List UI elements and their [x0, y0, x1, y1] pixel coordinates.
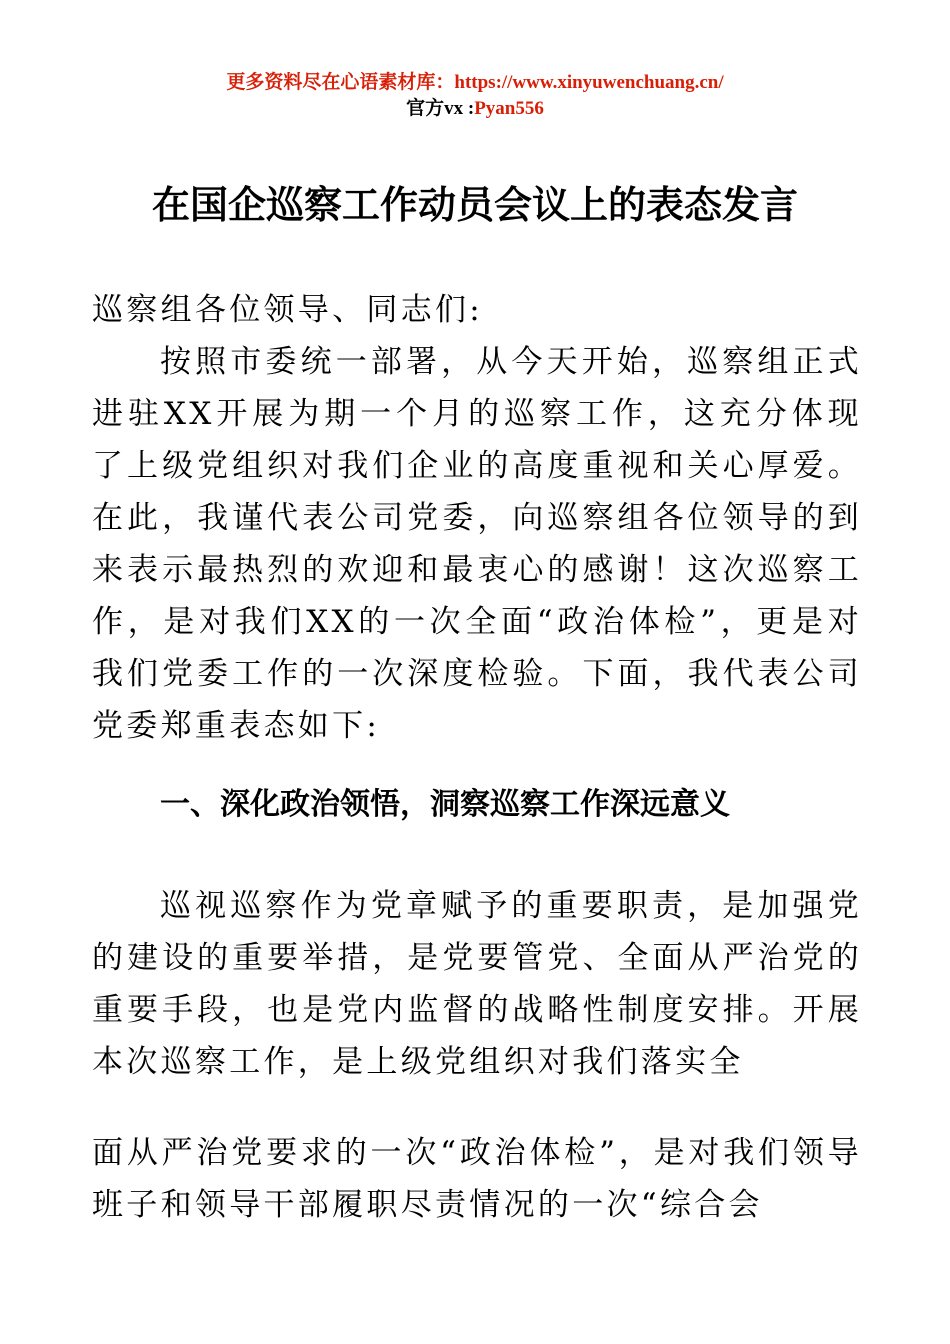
- salutation: [92, 284, 862, 336]
- section-heading-1: 一、深化政治领悟，洞察巡察工作深远意义: [160, 787, 730, 822]
- document-title: 在国企巡察工作动员会议上的表态发言: [151, 183, 798, 227]
- paragraph-1-text: 按照市委统一部署，从今天开始，巡察组正式进驻XX开展为期一个月的巡察工作，这充分体现了上级党组织对我们企业的高度重视和关心厚爱。在此，我谨代表公司党委，向巡察组各位领导的到来表示最热烈的欢迎和最衷心的感谢！这次巡察工作，是对我们XX的一次全面“政治体检”，更是对我们党委工作的一次深度检验。下面，我代表公司党委郑重表态如下:: [92, 344, 862, 744]
- paragraph-1: [92, 336, 862, 752]
- paragraph-2-text: 巡视巡察作为党章赋予的重要职责，是加强党的建设的重要举措，是党要管党、全面从严治党的重要手段，也是党内监督的战略性制度安排。开展本次巡察工作，是上级党组织对我们落实全: [92, 888, 862, 1080]
- paragraph-3: [92, 1127, 862, 1231]
- salutation-text: 巡察组各位领导、同志们:: [92, 292, 484, 328]
- header-promo-url[interactable]: https://www.xinyuwenchuang.cn/: [454, 72, 724, 93]
- header-line-2: [0, 96, 950, 122]
- page-header: [0, 70, 950, 122]
- header-line-1: [0, 70, 950, 96]
- paragraph-3-text: 面从严治党要求的一次“政治体检”，是对我们领导班子和领导干部履职尽责情况的一次“综合会: [92, 1135, 862, 1223]
- paragraph-2: [92, 880, 862, 1088]
- header-vx-id: Pyan556: [474, 98, 544, 119]
- header-vx-label: 官方vx :: [406, 98, 475, 119]
- header-promo-label: 更多资料尽在心语素材库：: [226, 72, 455, 93]
